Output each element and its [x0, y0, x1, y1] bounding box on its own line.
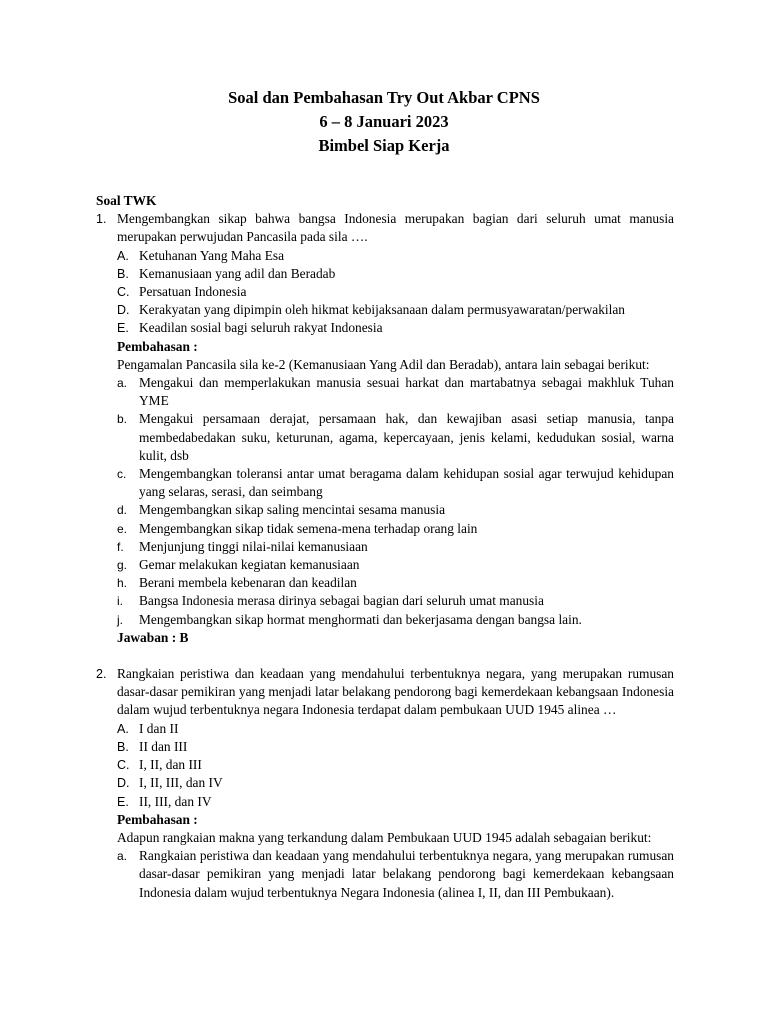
point-label: h. [117, 576, 128, 591]
question-number: 2. [96, 667, 107, 682]
option-e [117, 319, 674, 337]
discussion-label: Pembahasan : [117, 338, 198, 354]
option-text: I, II, III, dan IV [139, 775, 223, 791]
point-text: Mengembangkan sikap tidak semena-mena terhadap orang lain [139, 520, 478, 536]
point-label: j. [117, 612, 123, 627]
option-label: B. [117, 739, 129, 754]
document-body [96, 192, 674, 902]
discussion-point [117, 410, 674, 465]
discussion-point [117, 538, 674, 556]
option-c [117, 756, 674, 774]
option-a [117, 720, 674, 738]
point-label: d. [117, 503, 128, 518]
option-text: II, III, dan IV [139, 793, 212, 809]
question-1 [96, 210, 674, 647]
section-title: Soal TWK [96, 193, 157, 208]
option-text: Persatuan Indonesia [139, 284, 247, 300]
option-text: II dan III [139, 738, 188, 754]
option-label: A. [117, 721, 129, 736]
option-text: Kerakyatan yang dipimpin oleh hikmat kebijaksanaan dalam permusyawaratan/perwakilan [139, 302, 625, 318]
option-b [117, 738, 674, 756]
point-label: g. [117, 558, 128, 573]
discussion-point [117, 611, 674, 629]
option-text: I dan II [139, 720, 179, 736]
option-d [117, 774, 674, 792]
point-text: Berani membela kebenaran dan keadilan [139, 575, 357, 591]
option-d [117, 301, 674, 319]
point-label: f. [117, 539, 124, 554]
option-label: E. [117, 321, 129, 336]
point-text: Gemar melakukan kegiatan kemanusiaan [139, 557, 360, 573]
option-b [117, 265, 674, 283]
discussion-intro: Pengamalan Pancasila sila ke-2 (Kemanusiaan Yang Adil dan Beradab), antara lain sebagai berikut: [117, 356, 650, 372]
point-label: a. [117, 849, 128, 864]
discussion-point [117, 374, 674, 410]
discussion-point [117, 847, 674, 902]
point-text: Mengakui dan memperlakukan manusia sesuai harkat dan martabatnya sebagai makhluk Tuhan YME [139, 375, 674, 409]
question-text: Rangkaian peristiwa dan keadaan yang mendahului terbentuknya negara, yang merupakan rumusan dasar-dasar pemikiran yang menjadi latar belakang pendorong bagi kemerdekaan kebangsaan Indonesia dalam wujud terbentuknya negara Indonesia terdapat dalam pembukaan UUD 1945 alinea … [117, 666, 674, 718]
discussion-point [117, 592, 674, 610]
point-text: Mengembangkan sikap saling mencintai sesama manusia [139, 502, 446, 518]
discussion-label: Pembahasan : [117, 811, 198, 827]
document-title: Soal dan Pembahasan Try Out Akbar CPNS [228, 88, 540, 107]
document-organizer: Bimbel Siap Kerja [318, 136, 450, 155]
option-a [117, 247, 674, 265]
option-label: D. [117, 776, 130, 791]
document-date: 6 – 8 Januari 2023 [319, 112, 449, 131]
option-c [117, 283, 674, 301]
option-label: C. [117, 758, 130, 773]
option-label: D. [117, 303, 130, 318]
option-label: C. [117, 285, 130, 300]
answer-key: Jawaban : B [117, 629, 189, 645]
option-text: Kemanusiaan yang adil dan Beradab [139, 265, 336, 281]
discussion-point [117, 501, 674, 519]
spacer [96, 647, 674, 665]
option-label: A. [117, 248, 129, 263]
point-label: i. [117, 594, 123, 609]
discussion-point [117, 574, 674, 592]
option-label: B. [117, 266, 129, 281]
point-text: Rangkaian peristiwa dan keadaan yang mendahului terbentuknya negara, yang merupakan rumusan dasar-dasar pemikiran yang menjadi latar belakang pendorong bagi kemerdekaan kebangsaan Indonesia dalam wujud terbentuknya Negara Indonesia (alinea I, II, dan III Pembukaan). [139, 848, 674, 900]
question-text: Mengembangkan sikap bahwa bangsa Indonesia merupakan bagian dari seluruh umat manusia merupakan perwujudan Pancasila pada sila …. [117, 211, 674, 245]
point-text: Menjunjung tinggi nilai-nilai kemanusiaan [139, 538, 368, 554]
option-e [117, 793, 674, 811]
option-text: I, II, dan III [139, 757, 202, 773]
point-text: Mengakui persamaan derajat, persamaan hak, dan kewajiban asasi setiap manusia, tanpa membedabedakan suku, keturunan, agama, kepercayaan, jenis kelami, kedudukan sosial, warna kulit, dsb [139, 411, 674, 463]
discussion-point [117, 556, 674, 574]
point-label: b. [117, 412, 128, 427]
point-label: e. [117, 521, 128, 536]
document-header [0, 86, 768, 158]
point-text: Mengembangkan toleransi antar umat beragama dalam kehidupan sosial agar terwujud kehidupan yang selaras, serasi, dan seimbang [139, 466, 674, 500]
discussion-point [117, 465, 674, 501]
question-2 [96, 665, 674, 902]
question-number: 1. [96, 212, 107, 227]
point-text: Bangsa Indonesia merasa dirinya sebagai bagian dari seluruh umat manusia [139, 593, 544, 609]
discussion-point [117, 520, 674, 538]
point-text: Mengembangkan sikap hormat menghormati dan bekerjasama dengan bangsa lain. [139, 611, 582, 627]
option-label: E. [117, 794, 129, 809]
point-label: a. [117, 376, 128, 391]
discussion-intro: Adapun rangkaian makna yang terkandung dalam Pembukaan UUD 1945 adalah sebagaian berikut: [117, 829, 652, 845]
option-text: Ketuhanan Yang Maha Esa [139, 247, 285, 263]
point-label: c. [117, 467, 127, 482]
option-text: Keadilan sosial bagi seluruh rakyat Indonesia [139, 320, 383, 336]
